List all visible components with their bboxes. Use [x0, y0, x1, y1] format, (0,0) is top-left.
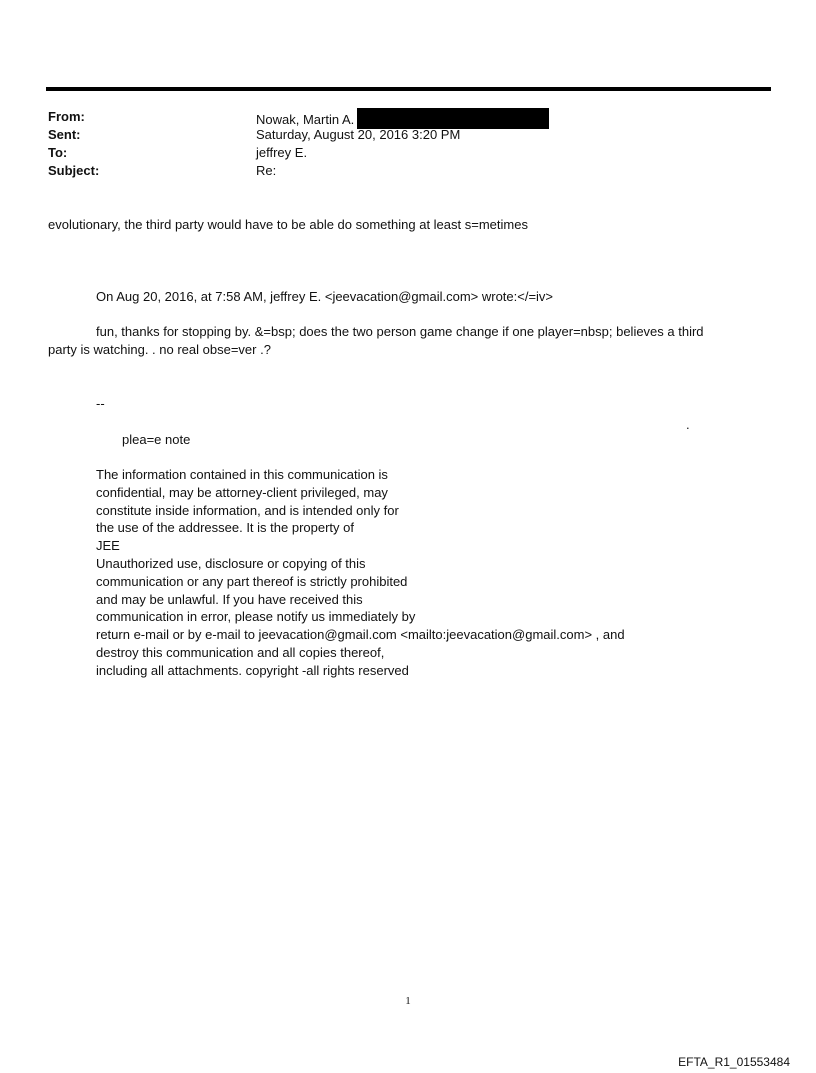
disclaimer-line: The information contained in this communication is	[96, 467, 388, 482]
disclaimer-line: return e-mail or by e-mail to jeevacation@gmail.com <mailto:jeevacation@gmail.com> , and	[96, 627, 625, 643]
subject-value: Re:	[256, 163, 277, 178]
disclaimer-line: communication or any part thereof is strictly prohibited	[96, 573, 408, 589]
disclaimer-line: and may be unlawful. If you have received this	[96, 591, 363, 607]
please-note: plea=e note	[122, 432, 191, 447]
quoted-message-line-2: party is watching. . no real obse=ver .?	[48, 342, 271, 357]
from-name: Nowak, Martin A.	[256, 112, 355, 127]
disclaimer-line: communication in error, please notify us immediately by	[96, 609, 416, 625]
page-number: 1	[405, 995, 411, 1007]
sent-label: Sent:	[48, 127, 81, 142]
to-label: To:	[48, 145, 68, 160]
disclaimer-line: confidential, may be attorney-client privileged, may	[96, 484, 388, 500]
signature-separator: --	[96, 396, 105, 411]
disclaimer-line: constitute inside information, and is intended only for	[96, 502, 399, 518]
reply-text: evolutionary, the third party would have to be able do something at least s=metimes	[48, 217, 528, 232]
subject-label: Subject:	[48, 163, 100, 178]
quoted-message-line-1: fun, thanks for stopping by. &=bsp; does the two person game change if one player=nbsp; believes a third	[96, 324, 704, 339]
disclaimer-line: the use of the addressee. It is the property of	[96, 520, 354, 536]
disclaimer-line: Unauthorized use, disclosure or copying of this	[96, 555, 366, 571]
quote-intro: On Aug 20, 2016, at 7:58 AM, jeffrey E. <jeevacation@gmail.com> wrote:</=iv>	[96, 289, 554, 304]
disclaimer-line: JEE	[96, 538, 120, 554]
header-rule	[46, 87, 771, 91]
confidentiality-disclaimer	[96, 466, 696, 680]
to-value: jeffrey E.	[256, 145, 308, 160]
stray-dot: .	[686, 417, 690, 432]
document-id: EFTA_R1_01553484	[678, 1055, 790, 1069]
disclaimer-line: including all attachments. copyright -all rights reserved	[96, 662, 409, 678]
from-label: From:	[48, 109, 85, 124]
disclaimer-line: destroy this communication and all copies thereof,	[96, 644, 385, 660]
sent-value: Saturday, August 20, 2016 3:20 PM	[256, 127, 461, 142]
